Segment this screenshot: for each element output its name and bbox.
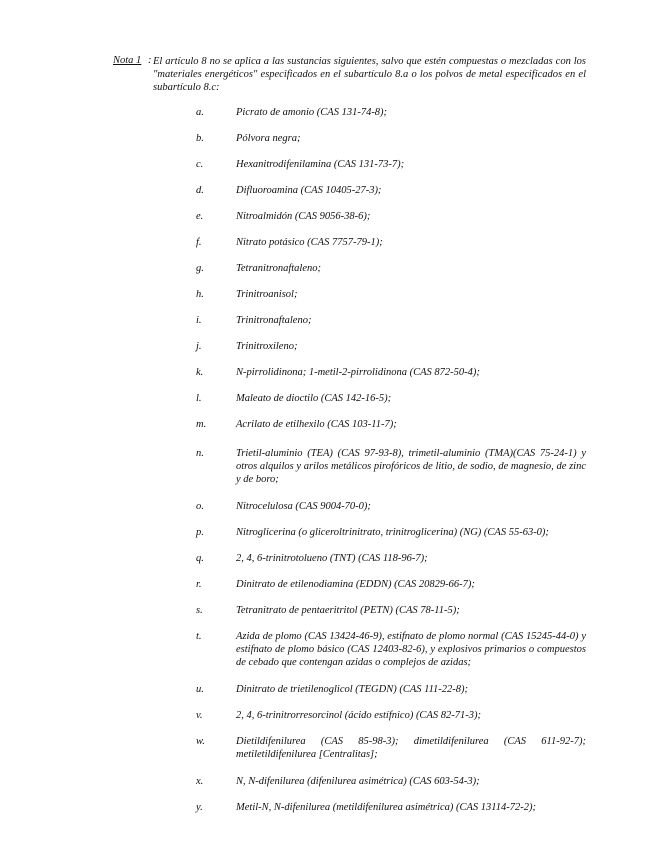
item-letter: o. — [196, 501, 204, 512]
item-text: Dinitrato de trietilenoglicol (TEGDN) (CAS 111-22-8); — [236, 684, 469, 695]
item-letter: y. — [196, 802, 203, 813]
item-text: Dietildifenilurea (CAS 85-98-3); dimetildifenilurea (CAS 611-92-7); metiletildifenilurea [Centralitas]; — [236, 736, 586, 760]
item-text: Maleato de dioctilo (CAS 142-16-5); — [236, 393, 392, 404]
item-letter: s. — [196, 605, 203, 616]
item-letter: b. — [196, 133, 204, 144]
item-text: Dinitrato de etilenodiamina (EDDN) (CAS 20829-66-7); — [236, 579, 475, 590]
item-letter: a. — [196, 107, 204, 118]
item-text: Nitrocelulosa (CAS 9004-70-0); — [236, 501, 371, 512]
item-letter: i. — [196, 315, 202, 326]
item-text: Hexanitrodifenilamina (CAS 131-73-7); — [236, 159, 405, 170]
item-letter: v. — [196, 710, 203, 721]
item-letter: q. — [196, 553, 204, 564]
item-letter: t. — [196, 631, 202, 642]
item-text: Metil-N, N-difenilurea (metildifenilurea asimétrica) (CAS 13114-72-2); — [236, 802, 536, 813]
note-text: El artículo 8 no se aplica a las sustancias siguientes, salvo que estén compuestas o mezcladas con los "materiales energéticos" especificados en el subartículo 8.a o los polvos de metal especificados en el subartículo 8.c: — [153, 56, 586, 93]
item-text: Trinitronaftaleno; — [236, 315, 312, 326]
item-text: Tetranitrato de pentaeritritol (PETN) (CAS 78-11-5); — [236, 605, 460, 616]
item-text: Trinitroxileno; — [236, 341, 298, 352]
item-text: N, N-difenilurea (difenilurea asimétrica) (CAS 603-54-3); — [236, 776, 480, 787]
item-letter: e. — [196, 211, 204, 222]
item-letter: f. — [196, 237, 202, 248]
note-label-colon: : — [148, 55, 152, 66]
item-text: N-pirrolidinona; 1-metil-2-pirrolidinona (CAS 872-50-4); — [236, 367, 480, 378]
item-letter: u. — [196, 684, 204, 695]
item-text: 2, 4, 6-trinitrotolueno (TNT) (CAS 118-96-7); — [236, 553, 428, 564]
item-letter: w. — [196, 736, 205, 747]
item-letter: x. — [196, 776, 204, 787]
item-letter: d. — [196, 185, 204, 196]
item-letter: k. — [196, 367, 204, 378]
item-text: Nitroalmidón (CAS 9056-38-6); — [236, 211, 371, 222]
item-letter: h. — [196, 289, 204, 300]
item-text: Tetranitronaftaleno; — [236, 263, 321, 274]
item-text: 2, 4, 6-trinitrorresorcinol (ácido estífnico) (CAS 82-71-3); — [236, 710, 481, 721]
item-letter: m. — [196, 419, 207, 430]
item-letter: g. — [196, 263, 204, 274]
item-text: Trietil-aluminio (TEA) (CAS 97-93-8), trimetil-aluminio (TMA)(CAS 75-24-1) y otros alquilos y arilos metálicos pirofóricos de litio, de sodio, de magnesio, de zinc y de boro; — [236, 448, 586, 485]
item-letter: c. — [196, 159, 204, 170]
item-text: Trinitroanisol; — [236, 289, 298, 300]
item-letter: r. — [196, 579, 202, 590]
item-text: Pólvora negra; — [236, 133, 301, 144]
item-letter: n. — [196, 448, 204, 459]
item-letter: j. — [196, 341, 202, 352]
item-text: Nitrato potásico (CAS 7757-79-1); — [236, 237, 383, 248]
note-label: Nota 1 — [113, 55, 142, 66]
item-text: Azida de plomo (CAS 13424-46-9), estifnato de plomo normal (CAS 15245-44-0) y estifnato de plomo básico (CAS 12403-82-6), y explosivos primarios o compuestos de cebado que contengan azidas o complejos de azidas; — [236, 631, 586, 668]
item-text: Picrato de amonio (CAS 131-74-8); — [236, 107, 388, 118]
item-text: Nitroglicerina (o gliceroltrinitrato, trinitroglicerina) (NG) (CAS 55-63-0); — [236, 527, 549, 538]
item-letter: p. — [196, 527, 204, 538]
item-text: Acrilato de etilhexilo (CAS 103-11-7); — [236, 419, 397, 430]
item-letter: l. — [196, 393, 202, 404]
item-text: Difluoroamina (CAS 10405-27-3); — [236, 185, 382, 196]
